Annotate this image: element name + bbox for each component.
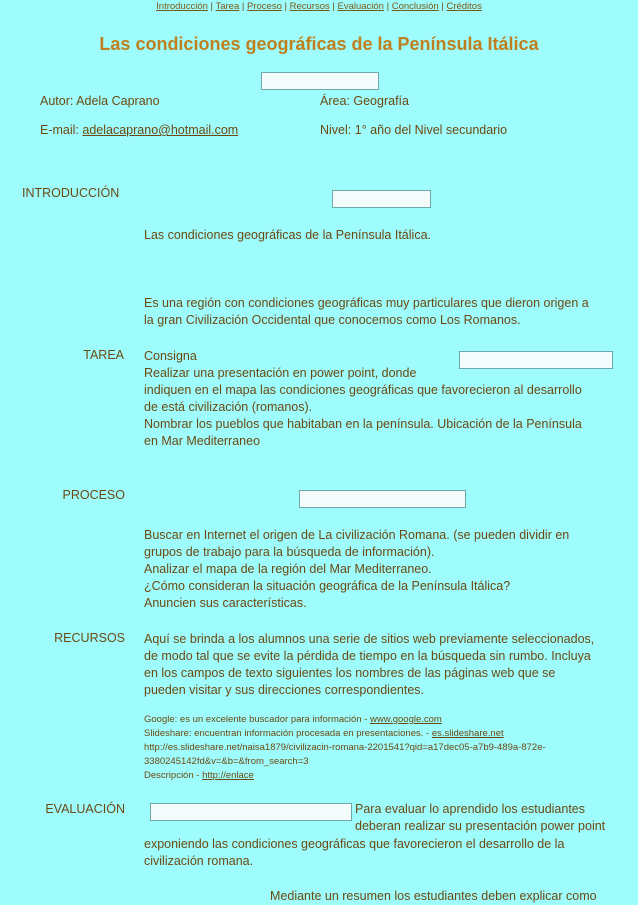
email-label: E-mail:: [40, 123, 79, 137]
tarea-line: de está civilización (romanos).: [144, 400, 313, 414]
nav-separator: |: [441, 1, 444, 12]
proceso-heading: PROCESO: [62, 488, 125, 502]
tarea-line: Consigna: [144, 349, 197, 363]
recursos-line: en los campos de texto siguientes los nombres de las páginas web que se: [144, 666, 556, 680]
top-nav: [0, 1, 638, 12]
tarea-heading: TAREA: [83, 348, 124, 362]
title-text-field[interactable]: [261, 72, 379, 90]
nav-separator: |: [210, 1, 214, 12]
tarea-line: Realizar una presentación en power point, donde: [144, 366, 417, 380]
proceso-line: Buscar en Internet el origen de La civilización Romana. (se pueden dividir en: [144, 528, 570, 542]
nav-link-tarea[interactable]: Tarea: [215, 1, 240, 12]
evaluacion-line: Para evaluar lo aprendido los estudiantes: [355, 802, 586, 816]
area-row: [320, 93, 409, 110]
introduccion-line: la gran Civilización Occidental que conocemos como Los Romanos.: [144, 313, 521, 327]
proceso-line: ¿Cómo consideran la situación geográfica de la Península Itálica?: [144, 579, 511, 593]
nav-link-creditos[interactable]: Créditos: [446, 1, 482, 12]
slideshare-description: Slideshare: encuentran información procesada en presentaciones. -: [144, 728, 432, 739]
introduccion-line: Es una región con condiciones geográficas muy particulares que dieron origen a: [144, 296, 589, 310]
evaluacion-line: deberan realizar su presentación power point: [355, 819, 606, 833]
evaluacion-heading: EVALUACIÓN: [45, 802, 125, 816]
email-row: [40, 122, 238, 139]
area-label: Área:: [320, 94, 350, 108]
autor-name: Adela Caprano: [76, 94, 160, 108]
nav-separator: |: [241, 1, 245, 12]
tarea-line: en Mar Mediterraneo: [144, 434, 261, 448]
tarea-text-field[interactable]: [459, 351, 613, 369]
nav-separator: |: [386, 1, 390, 12]
proceso-line: Analizar el mapa de la región del Mar Mediterraneo.: [144, 562, 432, 576]
introduccion-line: Las condiciones geográficas de la Península Itálica.: [144, 228, 431, 242]
tarea-line: indiquen en el mapa las condiciones geográficas que favorecieron al desarrollo: [144, 383, 582, 397]
evaluacion-line: Mediante un resumen los estudiantes deben explicar como: [270, 889, 597, 903]
google-link[interactable]: www.google.com: [370, 714, 442, 725]
recursos-line: Aquí se brinda a los alumnos una serie de sitios web previamente seleccionados,: [144, 632, 595, 646]
proceso-line: Anuncien sus características.: [144, 596, 307, 610]
autor-label: Autor:: [40, 94, 74, 108]
slideshare-url-line: 3380245142fd&v=&b=&from_search=3: [144, 756, 309, 767]
nivel-row: [320, 122, 507, 139]
evaluacion-text-field[interactable]: [150, 803, 352, 821]
nivel-value: 1° año del Nivel secundario: [354, 123, 508, 137]
email-link[interactable]: adelacaprano@hotmail.com: [82, 123, 239, 137]
nav-separator: |: [332, 1, 335, 12]
area-value: Geografía: [353, 94, 409, 108]
nav-link-evaluacion[interactable]: Evaluación: [337, 1, 384, 12]
google-description: Google: es un excelente buscador para información -: [144, 714, 371, 725]
recursos-line: pueden visitar y sus direcciones correspondientes.: [144, 683, 425, 697]
nav-link-introduccion[interactable]: Introducción: [156, 1, 208, 12]
descripcion-resource: [144, 769, 254, 783]
recursos-heading: RECURSOS: [54, 631, 125, 645]
proceso-line: grupos de trabajo para la búsqueda de información).: [144, 545, 435, 559]
introduccion-heading: INTRODUCCIÓN: [22, 186, 120, 200]
descripcion-link[interactable]: http://enlace: [202, 770, 254, 781]
introduccion-text-field[interactable]: [332, 190, 431, 208]
author-row: [40, 93, 160, 110]
slideshare-url-line: http://es.slideshare.net/naisa1879/civilizacin-romana-2201541?qid=a17dec05-a7b9-489a-872e-: [144, 742, 546, 753]
page-title: Las condiciones geográficas de la Península Itálica: [99, 34, 539, 54]
descripcion-label: Descripción -: [144, 770, 203, 781]
google-resource: [144, 713, 442, 727]
proceso-text-field[interactable]: [299, 490, 466, 508]
nav-separator: |: [284, 1, 287, 12]
nav-link-proceso[interactable]: Proceso: [247, 1, 282, 12]
nav-link-recursos[interactable]: Recursos: [289, 1, 330, 12]
slideshare-link[interactable]: es.slideshare.net: [431, 728, 504, 739]
nivel-label: Nivel:: [320, 123, 352, 137]
evaluacion-line: civilización romana.: [144, 854, 254, 868]
tarea-line: Nombrar los pueblos que habitaban en la península. Ubicación de la Península: [144, 417, 582, 431]
evaluacion-line: exponiendo las condiciones geográficas que favorecieron el desarrollo de la: [144, 837, 565, 851]
recursos-line: de modo tal que se evite la pérdida de tiempo en la búsqueda sin rumbo. Incluya: [144, 649, 591, 663]
nav-link-conclusion[interactable]: Conclusión: [391, 1, 439, 12]
slideshare-resource: [144, 727, 504, 741]
